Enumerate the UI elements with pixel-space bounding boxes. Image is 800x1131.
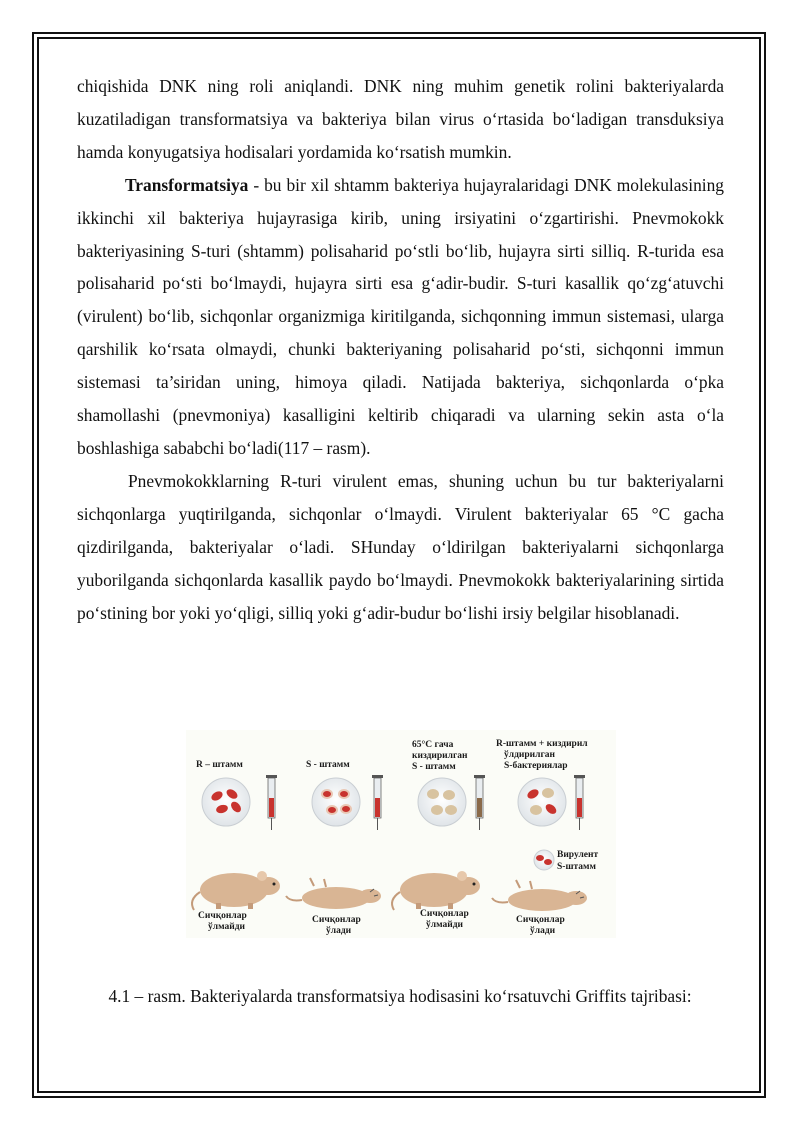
col4-title-line3: S-бактериялар: [504, 761, 568, 771]
col3-title-line2: киздирилган: [412, 751, 468, 761]
petri-dish-1: [202, 778, 250, 826]
col4-result-line1: Сичқонлар: [516, 915, 565, 925]
virulent-bacteria-icon: [534, 850, 554, 870]
mouse-alive-3: [392, 871, 480, 910]
col2-title: S - штамм: [306, 760, 350, 770]
body-text: [77, 70, 724, 629]
virulent-label-line1: Вирулент: [557, 850, 599, 860]
col4-title-line1: R-штамм + киздирил: [496, 739, 588, 749]
syringe-2: [372, 775, 383, 830]
col3-result-line1: Сичқонлар: [420, 909, 469, 919]
mouse-dead-2: [286, 878, 381, 909]
petri-dish-3: [418, 778, 466, 826]
mouse-alive-1: [192, 871, 280, 910]
col3-title-line1: 65°C гача: [412, 740, 454, 750]
col2-result-line2: ўлади: [326, 926, 352, 936]
virulent-label-line2: S-штамм: [557, 862, 596, 872]
col4-result-line2: ўлади: [530, 926, 556, 936]
petri-dish-2: [312, 778, 360, 826]
petri-dish-4: [518, 778, 566, 826]
col1-result-line1: Сичқонлар: [198, 911, 247, 921]
col1-title: R – штамм: [196, 760, 243, 770]
paragraph-2: [77, 169, 724, 465]
term-transformatsiya: Transformatsiya: [125, 174, 249, 195]
paragraph-3: Pnevmokokklarning R-turi virulent emas, shuning uchun bu tur bakteriyalarni sichqonlarga yuqtirilganda, sichqonlar o‘lmaydi. Virulent bakteriyalar 65 °C gacha qizdirilganda, bakteriyalar o‘ladi. SHunday o‘ldirilgan bakteriyalarni sichqonlarga yuborilganda sichqonlarda kasallik paydo bo‘lmaydi. Pnevmokokk bakteriyalarining sirtida po‘stining bor yoki yo‘qligi, silliq yoki g‘adir-budur bo‘lishi irsiy belgilar hisoblanadi.: [77, 470, 724, 623]
col1-result-line2: ўлмайди: [208, 922, 245, 932]
mouse-dead-4: [492, 880, 587, 911]
paragraph-1: chiqishida DNK ning roli aniqlandi. DNK ning muhim genetik rolini bakteriyalarda kuzatiladigan transformatsiya va bakteriya bilan virus o‘rtasida bo‘ladigan transduksiya hamda konyugatsiya hodisalari yordamida ko‘rsatish mumkin.: [77, 76, 724, 162]
figure-caption: 4.1 – rasm. Bakteriyalarda transformatsiya hodisasini ko‘rsatuvchi Griffits tajribasi:: [108, 986, 692, 1006]
col3-result-line2: ўлмайди: [426, 920, 463, 930]
griffith-experiment-figure: [186, 730, 616, 938]
figure-illustration: [186, 730, 616, 938]
syringe-1: [266, 775, 277, 830]
col2-result-line1: Сичқонлар: [312, 915, 361, 925]
syringe-4: [574, 775, 585, 830]
col3-title-line3: S - штамм: [412, 762, 456, 772]
paragraph-2-body: - bu bir xil shtamm bakteriya hujayralaridagi DNK molekulasining ikkinchi xil bakteriya hujayrasiga kirib, uning irsiyatini o‘zgartirishi. Pnevmokokk bakteriyasining S-turi (shtamm) polisaharid po‘stli bo‘lib, hujayra sirti silliq. R-turida esa polisaharid po‘sti bo‘lmaydi, hujayra sirti esa g‘adir-budir. S-turi kasallik qo‘zg‘atuvchi (virulent) bo‘lib, sichqonlar organizmiga kiritilganda, sichqonning immun sistemasi, ularga qarshilik ko‘rsata olmaydi, chunki bakteriyaning polisaharid po‘sti, sichqonni immun sistemasi ta’siridan uning, himoya qiladi. Natijada bakteriya, sichqonlarda o‘pka shamollashi (pnevmoniya) kasalligini keltirib chiqaradi va ularning sekin asta o‘la boshlashiga sababchi bo‘ladi(117 – rasm).: [77, 174, 724, 458]
col4-title-line2: ўлдирилган: [504, 750, 555, 760]
syringe-3: [474, 775, 485, 830]
